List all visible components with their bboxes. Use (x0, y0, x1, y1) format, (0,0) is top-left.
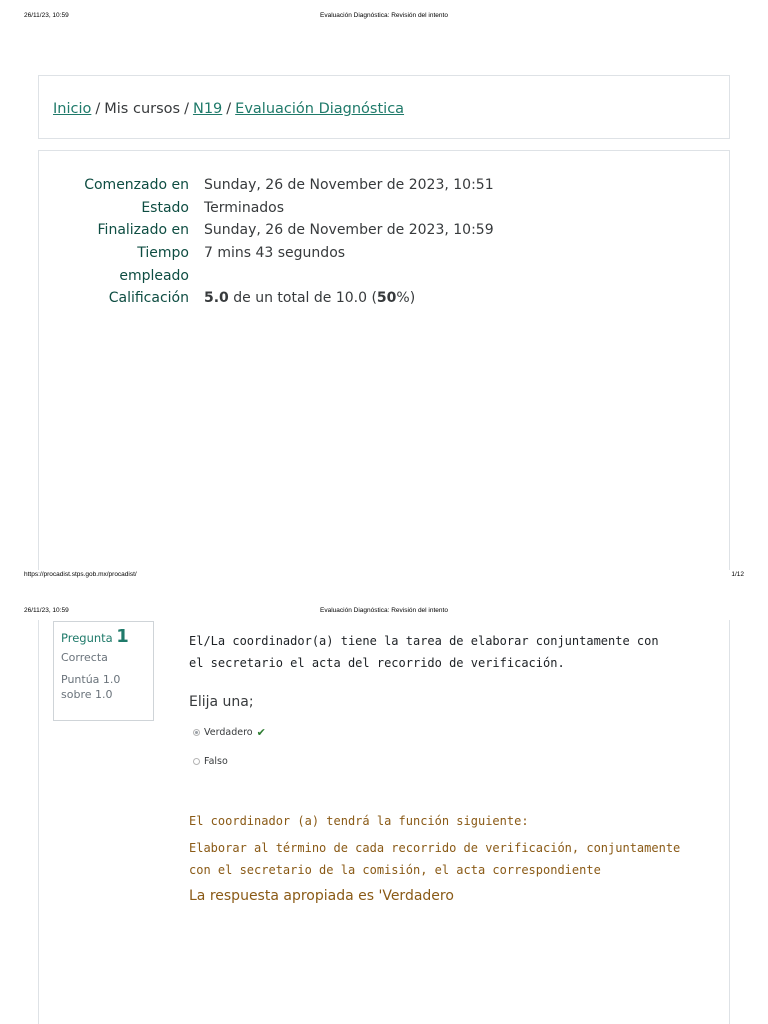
grade-score: 5.0 (204, 290, 229, 306)
breadcrumb-home-link[interactable]: Inicio (53, 101, 92, 117)
question-state: Correcta (61, 651, 108, 664)
question-text: El/La coordinador(a) tiene la tarea de elaborar conjuntamente con el secretario el acta del recorrido de verificación. (189, 634, 659, 670)
grade-percent: 50 (376, 290, 397, 306)
general-feedback-text: Elaborar al término de cada recorrido de verificación, conjuntamente con el secretario de la comisión, el acta correspondiente (189, 841, 681, 877)
print-title-2: Evaluación Diagnóstica: Revisión del intento (320, 607, 448, 614)
option-falso[interactable] (193, 756, 228, 767)
question-label: Pregunta (61, 631, 113, 645)
print-date: 26/11/23, 10:59 (24, 12, 69, 19)
option-label: Verdadero (204, 727, 253, 738)
option-label: Falso (204, 756, 228, 767)
print-header (0, 12, 768, 26)
general-feedback-title: El coordinador (a) tendrá la función siguiente: (189, 814, 529, 828)
breadcrumb-course-link[interactable]: N19 (192, 101, 223, 117)
question-score: Puntúa 1.0 sobre 1.0 (61, 673, 121, 701)
right-answer: La respuesta apropiada es 'Verdadero (189, 888, 454, 904)
question-info (53, 621, 154, 721)
breadcrumb-courses: Mis cursos (104, 101, 181, 117)
breadcrumb: Inicio / Mis cursos / N19 / Evaluación Diagnóstica (53, 101, 405, 117)
print-url: https://procadist.stps.gob.mx/procadist/ (24, 571, 137, 578)
breadcrumb-quiz-link[interactable]: Evaluación Diagnóstica (235, 101, 405, 117)
radio-empty-icon[interactable] (193, 758, 200, 765)
option-verdadero[interactable] (193, 726, 266, 739)
attempt-summary-card: Comenzado en Sunday, 26 de November de 2023, 10:51 Estado Terminados Finalizado en Sunday, 26 de November de 2023, 10:59 Tiempo 7 mins 43 segundos empleado Calificación 5.0 de un total de 10.0 (50%) (38, 150, 730, 570)
print-header-2 (0, 607, 768, 621)
print-title: Evaluación Diagnóstica: Revisión del intento (320, 12, 448, 19)
radio-selected-icon[interactable] (193, 729, 200, 736)
question-number: 1 (116, 626, 129, 647)
print-date-2: 26/11/23, 10:59 (24, 607, 69, 614)
question-prompt: Elija una; (189, 694, 254, 710)
print-page-number: 1/12 (731, 571, 744, 578)
checkmark-icon: ✔ (256, 726, 266, 739)
breadcrumb-card (38, 75, 730, 139)
